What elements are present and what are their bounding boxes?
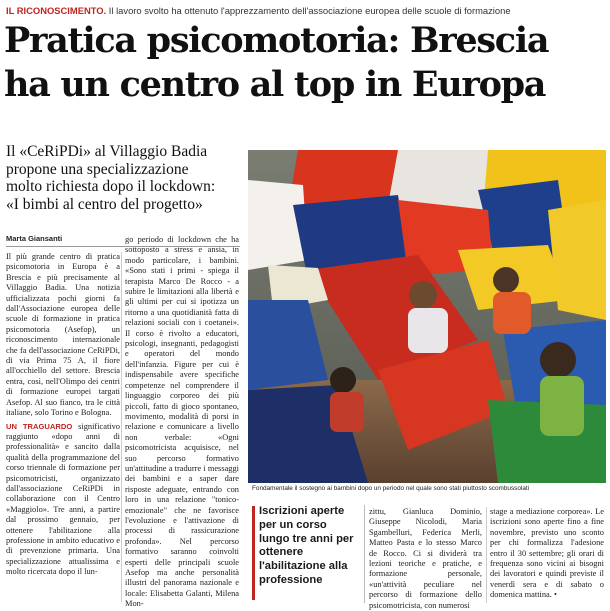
headline-line-1: Pratica psicomotoria: Brescia [4,20,549,61]
body-paragraph: stage a mediazione corporea». Le iscrizioni sono aperte fino a fine novembre, previsto uno sconto per chi formalizza l'adesione entro il 30 settembre; gli orari di frequenza sono vicini ai bisogni dei lavoratori e quindi previste il venerdì sera e di sabato o domenica mattina. • [490,507,604,600]
callout-divider [364,505,365,603]
body-paragraph: go periodo di lockdown che ha sottoposto a stress e ansia, in modo particolare, i bambini. «Sono stati i primi - spiega il terapista Marco De Rocco - a subire le limitazioni alla libertà e gli ultimi per cui si ipotizza un ritorno a una quotidianità fatta di relazioni sociali con i coetanei». Il corso è rivolto a educatori, psicologi, insegnanti, pedagogisti e operatori del mondo dell'infanzia. Figure per cui è indispensabile avere specifiche competenze nel comprendere il linguaggio corporeo dei più piccoli, fatto di gioco spontaneo, movimento, modalità di porsi in relazione e comunicare a livello non verbale: «Ogni psicomotricista acquisisce, nel suo percorso formativo un'attitudine a tradurre i messaggi dei bambini e a saper dare risposte adeguate, entrando con loro in una relazione "tonico-emozionale" che ne favorisce l'evoluzione e l'attivazione di processi di rassicurazione profonda». Nel percorso formativo saranno coinvolti esperti delle principali scuole Asefop ma anche personalità illustri del panorama nazionale e locale: Elisabetta Galanti, Milena Mon- [125,235,239,609]
children-playing-photo [248,150,606,483]
body-column-4 [490,507,604,603]
body-paragraph [6,422,120,578]
body-paragraph: Il più grande centro di pratica psicomotoria in Europa è a Brescia e più precisamente al Villaggio Badia. Una notizia ufficializzata pochi giorni fa dall'Associazione europea delle scuole di formazione in pratica psicomotoria (Asefop), un riconoscimento internazionale che fa dell'associazione CeRiPDi, di via Prima 75 A, il fiore all'occhiello del settore. Brescia entra, così, nell'Olimpo dei centri di formazione europei targati Asefop. Al suo fianco, tra le città italiane, solo Torino e Bologna. [6,252,120,418]
callout-accent-bar [252,506,255,600]
callout-text: Iscrizioni aperte per un corso lungo tre anni per ottenere l'abilitazione alla professione [259,505,354,586]
headline [4,19,608,107]
body-text: significativo raggiunto «dopo anni di professionalità» e sancito dalla qualità della programmazione del corso triennale di formazione per psicomotricisti, organizzato dall'associazione CeRiPDi in collaborazione con il Centro «Maggiolo». Tre anni, a partire dal prossimo gennaio, per ottenere l'abilitazione alla professione in ambito educativo e di prevenzione primaria. Una specializzazione attualissima e molto ricercata dopo il lun- [6,421,120,577]
subheading [6,143,238,213]
body-paragraph: zittu, Gianluca Dominio, Giuseppe Nicolodi, Maria Sgambelluri, Federica Merli, Matteo Pasta e lo stesso Marco de Rocco. Ci si dividerà tra lezioni teoriche e pratiche, e formazione personale, «un'attività peculiare nel percorso di formazione dello psicomotricista, con numerosi [369,507,482,610]
body-column-1 [6,252,120,602]
column-divider [486,507,487,603]
photo-caption: Fondamentale il sostegno ai bambini dopo un periodo nel quale sono stati piuttosto scombussolati [252,485,530,492]
kicker-line [6,5,606,17]
subheading-line-3: molto richiesta dopo il lockdown: [6,178,216,195]
callout-box [252,505,357,603]
column-divider [121,252,122,602]
kicker-text: Il lavoro svolto ha ottenuto l'apprezzamento dell'associazione europea delle scuole di formazione [106,5,511,16]
headline-line-2: ha un centro al top in Europa [4,64,546,105]
article-photo [248,150,606,483]
author-byline: Marta Giansanti [6,234,63,243]
subheading-line-1: Il «CeRiPDi» al Villaggio Badia [6,143,208,160]
subheading-line-2: propone una specializzazione [6,160,189,178]
body-column-2 [125,235,239,609]
kicker-label: IL RICONOSCIMENTO. [6,5,107,16]
body-column-3 [369,507,482,610]
lead-in: UN TRAGUARDO [6,421,73,431]
subheading-line-4: «I bimbi al centro del progetto» [6,195,203,213]
